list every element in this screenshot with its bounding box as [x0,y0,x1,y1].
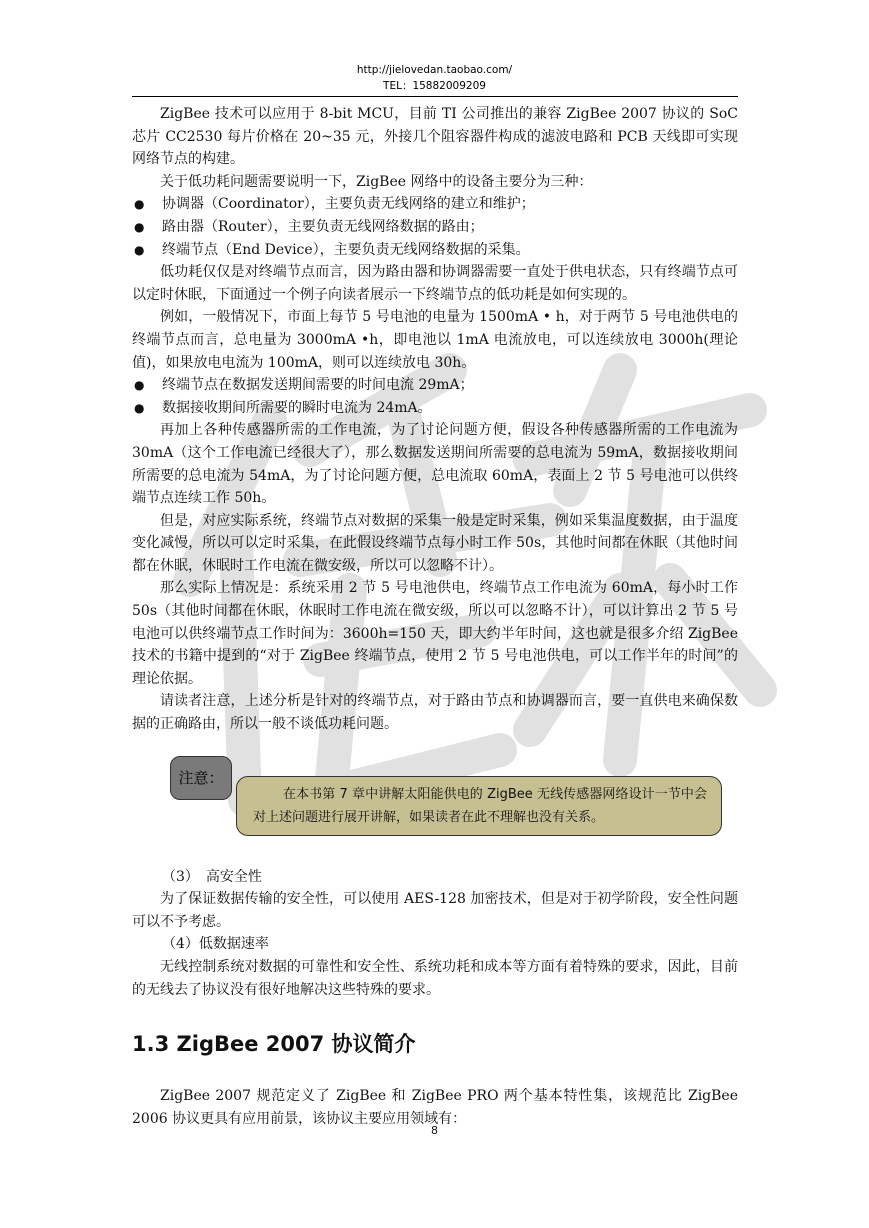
header-tel: TEL：15882009209 [383,80,486,92]
paragraph: 无线控制系统对数据的可靠性和安全性、系统功耗和成本等方面有着特殊的要求，因此，目前的无线去了协议没有很好地解决这些特殊的要求。 [132,959,738,998]
bullet-dot-icon: ● [134,197,145,212]
document-body [132,103,738,1130]
list-heading-4: （4）低数据速率 [162,936,269,953]
note-label: 注意： [170,756,232,800]
paragraph: ZigBee 技术可以应用于 8-bit MCU，目前 TI 公司推出的兼容 ZigBee 2007 协议的 SoC 芯片 CC2530 每片价格在 20~35 元，外接几个阻容器件构成的滤波电路和 PCB 天线即可实现网络节点的构建。 [132,106,738,168]
bullet-item: ● 协调器（Coordinator），主要负责无线网络的建立和维护； [132,193,738,216]
section-title: 1.3 ZigBee 2007 协议简介 [132,1032,416,1057]
header-divider [132,96,738,97]
bullet-dot-icon: ● [134,242,145,257]
paragraph: 低功耗仅仅是对终端节点而言，因为路由器和协调器需要一直处于供电状态，只有终端节点可以定时休眠，下面通过一个例子向读者展示一下终端节点的低功耗是如何实现的。 [132,264,738,303]
paragraph: 关于低功耗问题需要说明一下，ZigBee 网络中的设备主要分为三种： [160,173,593,190]
bullet-item: ● 终端节点在数据发送期间需要的时间电流 29mA； [132,374,738,397]
header-url: http://jielovedan.taobao.com/ [356,64,513,76]
paragraph: 请读者注意，上述分析是针对的终端节点，对于路由节点和协调器而言，要一直供电来确保数据的正确路由，所以一般不谈低功耗问题。 [132,693,738,733]
list-heading-3: （3） 高安全性 [162,868,262,885]
note-callout [132,752,738,860]
bullet-dot-icon: ● [134,400,145,415]
page-header [0,62,869,94]
bullet-item: ● 数据接收期间所需要的瞬时电流为 24mA。 [132,397,738,420]
bullet-dot-icon: ● [134,378,145,393]
paragraph: 再加上各种传感器所需的工作电流，为了讨论问题方便，假设各种传感器所需的工作电流为 30mA（这个工作电流已经很大了），那么数据发送期间所需要的总电流为 59mA，数据接收期间所需要的总电流为 54mA，为了讨论问题方便，总电流取 60mA，表面上 2 节 5 号电池可以供终端节点连续工作 50h。 [132,422,738,507]
bullet-item: ● 路由器（Router），主要负责无线网络数据的路由； [132,216,738,239]
paragraph: ZigBee 2007 规范定义了 ZigBee 和 ZigBee PRO 两个基本特性集，该规范比 ZigBee 2006 协议更具有应用前景，该协议主要应用领域有： [132,1088,738,1127]
note-body [236,776,722,836]
bullet-item: ● 终端节点（End Device），主要负责无线网络数据的采集。 [132,239,738,262]
note-text: 在本书第 7 章中讲解太阳能供电的 ZigBee 无线传感器网络设计一节中会对上述问题进行展开讲解，如果读者在此不理解也没有关系。 [253,786,707,825]
paragraph: 例如，一般情况下，市面上每节 5 号电池的电量为 1500mA • h，对于两节 5 号电池供电的终端节点而言，总电量为 3000mA •h，即电池以 1mA 电流放电，可以连续放电 3000h(理论值)，如果放电电流为 100mA，则可以连续放电 30h。 [132,309,738,371]
paragraph: 为了保证数据传输的安全性，可以使用 AES-128 加密技术，但是对于初学阶段，安全性问题可以不予考虑。 [132,891,738,930]
bullet-dot-icon: ● [134,219,145,234]
paragraph: 那么实际上情况是：系统采用 2 节 5 号电池供电，终端节点工作电流为 60mA，每小时工作 50s（其他时间都在休眠，休眠时工作电流在微安级，所以可以忽略不计），可以计算出 2 节 5 号电池可以供终端节点工作时间为：3600h=150 天，即大约半年时间，这也就是很多介绍 ZigBee 技术的书籍中提到的“对于 ZigBee 终端节点，使用 2 节 5 号电池供电，可以工作半年的时间”的理论依据。 [132,580,738,687]
page-number: 8 [431,1124,438,1137]
paragraph: 但是，对应实际系统，终端节点对数据的采集一般是定时采集，例如采集温度数据，由于温度变化减慢，所以可以定时采集，在此假设终端节点每小时工作 50s，其他时间都在休眠（其他时间都在休眠，休眠时工作电流在微安级，所以可以忽略不计）。 [132,512,738,574]
